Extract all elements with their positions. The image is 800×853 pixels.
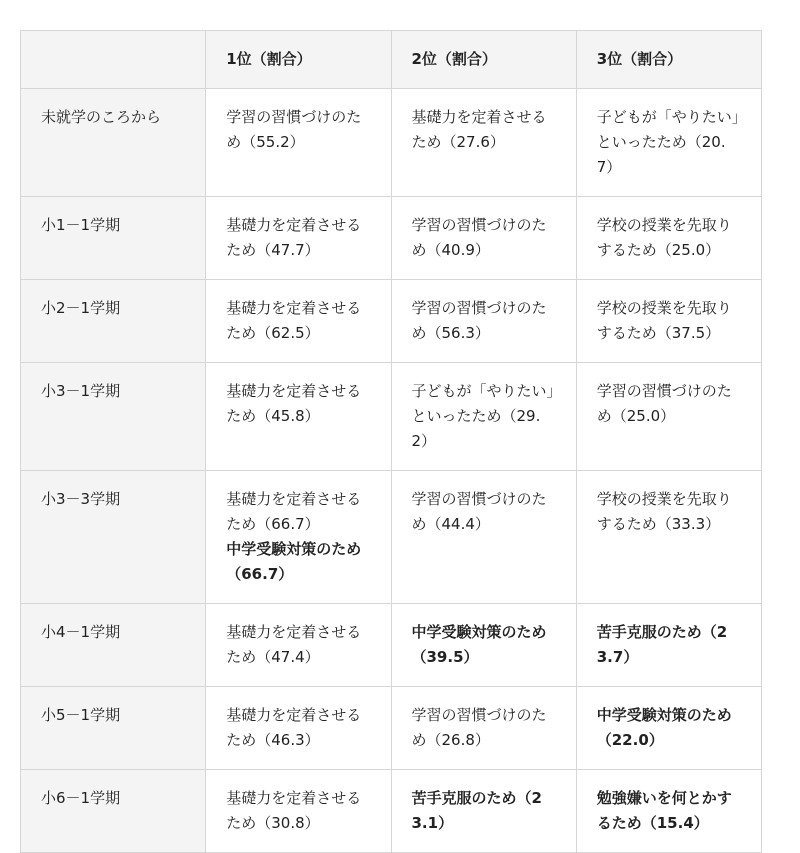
rank-2-cell <box>391 280 576 363</box>
rank-1-cell <box>206 604 391 687</box>
table-row <box>21 471 762 604</box>
rank-1-cell <box>206 280 391 363</box>
ranking-table-container <box>20 30 762 853</box>
table-row <box>21 687 762 770</box>
reason-text: 基礎力を定着させるため（46.3） <box>226 706 362 749</box>
reason-text-highlighted: 中学受験対策のため（22.0） <box>596 706 732 749</box>
reason-text: 学習の習慣づけのため（26.8） <box>411 706 547 749</box>
reason-text-highlighted: 苦手克服のため（23.7） <box>596 623 728 666</box>
reason-text: 学校の授業を先取りするため（25.0） <box>596 216 732 259</box>
reason-text: 基礎力を定着させるため（27.6） <box>411 108 547 151</box>
reason-text: 基礎力を定着させるため（66.7） <box>226 490 362 533</box>
reason-text-highlighted: 勉強嫌いを何とかするため（15.4） <box>596 789 732 832</box>
rank-2-cell <box>391 197 576 280</box>
row-period-label: 小1－1学期 <box>21 197 206 280</box>
reason-text: 学校の授業を先取りするため（33.3） <box>596 490 732 533</box>
row-period-label: 小3－1学期 <box>21 363 206 471</box>
table-row <box>21 89 762 197</box>
reason-text: 学習の習慣づけのため（56.3） <box>411 299 547 342</box>
reason-text: 基礎力を定着させるため（47.7） <box>226 216 362 259</box>
rank-3-cell <box>576 89 761 197</box>
rank-3-cell <box>576 471 761 604</box>
reason-text-highlighted: 苦手克服のため（23.1） <box>411 789 542 832</box>
rank-3-cell <box>576 280 761 363</box>
reason-text: 基礎力を定着させるため（45.8） <box>226 382 362 425</box>
reason-text: 基礎力を定着させるため（62.5） <box>226 299 362 342</box>
table-row <box>21 197 762 280</box>
header-row <box>21 31 762 89</box>
row-period-label: 小4－1学期 <box>21 604 206 687</box>
reason-text: 学習の習慣づけのため（25.0） <box>596 382 732 425</box>
header-rank-1: 1位（割合） <box>206 31 391 89</box>
rank-3-cell <box>576 197 761 280</box>
rank-2-cell <box>391 471 576 604</box>
row-period-label: 小5－1学期 <box>21 687 206 770</box>
reason-text: 学習の習慣づけのため（40.9） <box>411 216 547 259</box>
ranking-table <box>20 30 762 853</box>
reason-text: 子どもが「やりたい」といったため（20.7） <box>596 108 740 176</box>
reason-text-highlighted: 中学受験対策のため（39.5） <box>411 623 547 666</box>
rank-2-cell <box>391 770 576 853</box>
reason-text-highlighted: 中学受験対策のため（66.7） <box>226 540 362 583</box>
rank-2-cell <box>391 363 576 471</box>
reason-text: 学習の習慣づけのため（44.4） <box>411 490 547 533</box>
reason-text: 基礎力を定着させるため（47.4） <box>226 623 362 666</box>
table-body <box>21 89 762 853</box>
table-row <box>21 604 762 687</box>
row-period-label: 未就学のころから <box>21 89 206 197</box>
table-row <box>21 363 762 471</box>
row-period-label: 小3－3学期 <box>21 471 206 604</box>
table-row <box>21 770 762 853</box>
table-row <box>21 280 762 363</box>
reason-text: 学校の授業を先取りするため（37.5） <box>596 299 732 342</box>
rank-3-cell <box>576 363 761 471</box>
rank-2-cell <box>391 604 576 687</box>
rank-3-cell <box>576 687 761 770</box>
reason-text: 学習の習慣づけのため（55.2） <box>226 108 362 151</box>
row-period-label: 小6－1学期 <box>21 770 206 853</box>
rank-3-cell <box>576 770 761 853</box>
rank-1-cell <box>206 471 391 604</box>
header-rank-3: 3位（割合） <box>576 31 761 89</box>
rank-3-cell <box>576 604 761 687</box>
reason-text: 子どもが「やりたい」といったため（29.2） <box>411 382 555 450</box>
row-period-label: 小2－1学期 <box>21 280 206 363</box>
header-rank-2: 2位（割合） <box>391 31 576 89</box>
rank-1-cell <box>206 687 391 770</box>
rank-1-cell <box>206 770 391 853</box>
header-corner <box>21 31 206 89</box>
rank-1-cell <box>206 89 391 197</box>
rank-1-cell <box>206 197 391 280</box>
rank-1-cell <box>206 363 391 471</box>
rank-2-cell <box>391 687 576 770</box>
rank-2-cell <box>391 89 576 197</box>
table-header <box>21 31 762 89</box>
reason-text: 基礎力を定着させるため（30.8） <box>226 789 362 832</box>
